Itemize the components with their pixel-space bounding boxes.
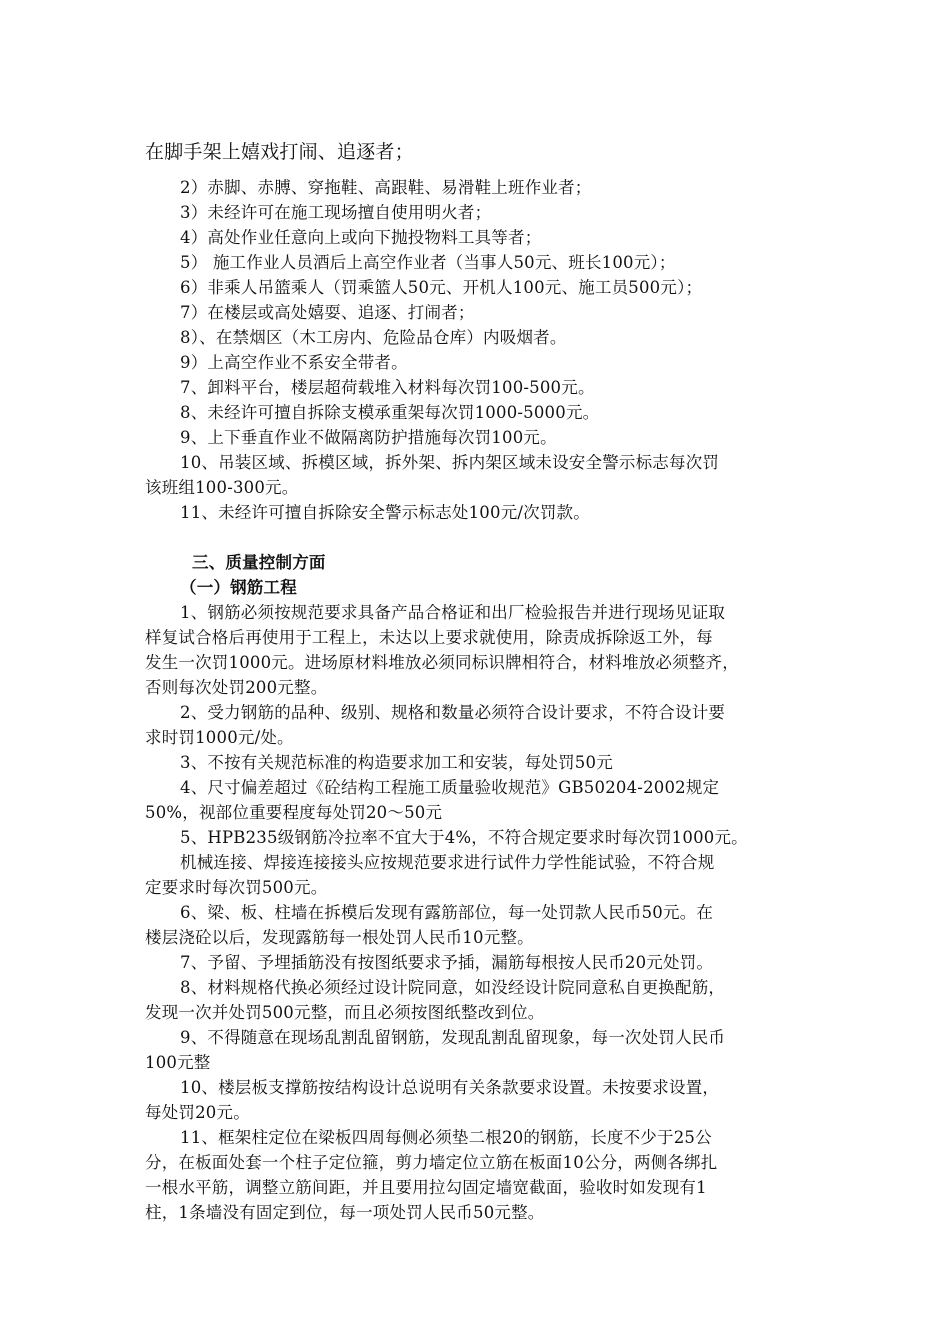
text-line: 柱，1条墙没有固定到位，每一项处罚人民币50元整。	[145, 1203, 545, 1222]
text-line: 定要求时每次罚500元。	[145, 878, 328, 897]
text-line: 楼层浇砼以后，发现露筋每一根处罚人民币10元整。	[145, 928, 534, 947]
text-line: 在脚手架上嬉戏打闹、追逐者；	[145, 141, 414, 163]
text-line: 10、楼层板支撑筋按结构设计总说明有关条款要求设置。未按要求设置，	[180, 1078, 720, 1097]
text-line: 11、未经许可擅自拆除安全警示标志处100元/次罚款。	[180, 503, 590, 522]
text-line: 2）赤脚、赤膊、穿拖鞋、高跟鞋、易滑鞋上班作业者；	[180, 178, 592, 197]
text-line: 6、梁、板、柱墙在拆模后发现有露筋部位，每一处罚款人民币50元。在	[180, 903, 714, 922]
text-line: 该班组100-300元。	[145, 478, 299, 497]
text-line: 9、上下垂直作业不做隔离防护措施每次罚100元。	[180, 428, 557, 447]
text-line: 9、不得随意在现场乱割乱留钢筋，发现乱割乱留现象，每一次处罚人民币	[180, 1028, 726, 1047]
text-line: 样复试合格后再使用于工程上，未达以上要求就使用，除责成拆除返工外，每	[145, 628, 713, 647]
text-line: 发生一次罚1000元。进场原材料堆放必须同标识牌相符合，材料堆放必须整齐，	[145, 653, 739, 672]
section-heading: 三、质量控制方面	[192, 553, 326, 572]
text-line: 100元整	[145, 1053, 211, 1072]
text-line: 2、受力钢筋的品种、级别、规格和数量必须符合设计要求，不符合设计要	[180, 703, 726, 722]
text-line: 否则每次处罚200元整。	[145, 678, 328, 697]
text-line: 50%，视部位重要程度每处罚20～50元	[145, 803, 443, 822]
text-line: 一根水平筋，调整立筋间距，并且要用拉勾固定墙宽截面，验收时如发现有1	[145, 1178, 707, 1197]
text-line: 8、材料规格代换必须经过设计院同意，如没经设计院同意私自更换配筋，	[180, 978, 726, 997]
text-line: 11、框架柱定位在梁板四周每侧必须垫二根20的钢筋，长度不少于25公	[180, 1128, 712, 1147]
text-line: 7）在楼层或高处嬉耍、追逐、打闹者；	[180, 303, 475, 322]
text-line: 8、未经许可擅自拆除支模承重架每次罚1000-5000元。	[180, 403, 600, 422]
text-line: 求时罚1000元/处。	[145, 728, 294, 747]
text-line: 7、予留、予埋插筋没有按图纸要求予插，漏筋每根按人民币20元处罚。	[180, 953, 714, 972]
text-line: 9）上高空作业不系安全带者。	[180, 353, 408, 372]
text-line: 8）、在禁烟区（木工房内、危险品仓库）内吸烟者。	[180, 328, 567, 347]
text-line: 机械连接、焊接连接接头应按规范要求进行试件力学性能试验，不符合规	[180, 853, 715, 872]
text-line: 发现一次并处罚500元整，而且必须按图纸整改到位。	[145, 1003, 545, 1022]
text-line: 分，在板面处套一个柱子定位箍，剪力墙定位立筋在板面10公分，两侧各绑扎	[145, 1153, 718, 1172]
text-line: 每处罚20元。	[145, 1103, 250, 1122]
text-line: 3）未经许可在施工现场擅自使用明火者；	[180, 203, 492, 222]
text-line: 3、不按有关规范标准的构造要求加工和安装，每处罚50元	[180, 753, 613, 772]
subsection-heading: （一）钢筋工程	[180, 578, 297, 597]
text-line: 5、HPB235级钢筋冷拉率不宜大于4%，不符合规定要求时每次罚1000元。	[180, 828, 748, 847]
text-line: 1、钢筋必须按规范要求具备产品合格证和出厂检验报告并进行现场见证取	[180, 603, 726, 622]
text-line: 10、吊装区域、拆模区域，拆外架、拆内架区域未设安全警示标志每次罚	[180, 453, 720, 472]
text-line: 7、卸料平台，楼层超荷载堆入材料每次罚100-500元。	[180, 378, 595, 397]
text-line: 4、尺寸偏差超过《砼结构工程施工质量验收规范》GB50204-2002规定	[180, 778, 720, 797]
text-line: 5） 施工作业人员酒后上高空作业者（当事人50元、班长100元）；	[180, 253, 676, 272]
text-line: 6）非乘人吊篮乘人（罚乘篮人50元、开机人100元、施工员500元）；	[180, 278, 703, 297]
text-line: 4）高处作业任意向上或向下抛投物料工具等者；	[180, 228, 542, 247]
